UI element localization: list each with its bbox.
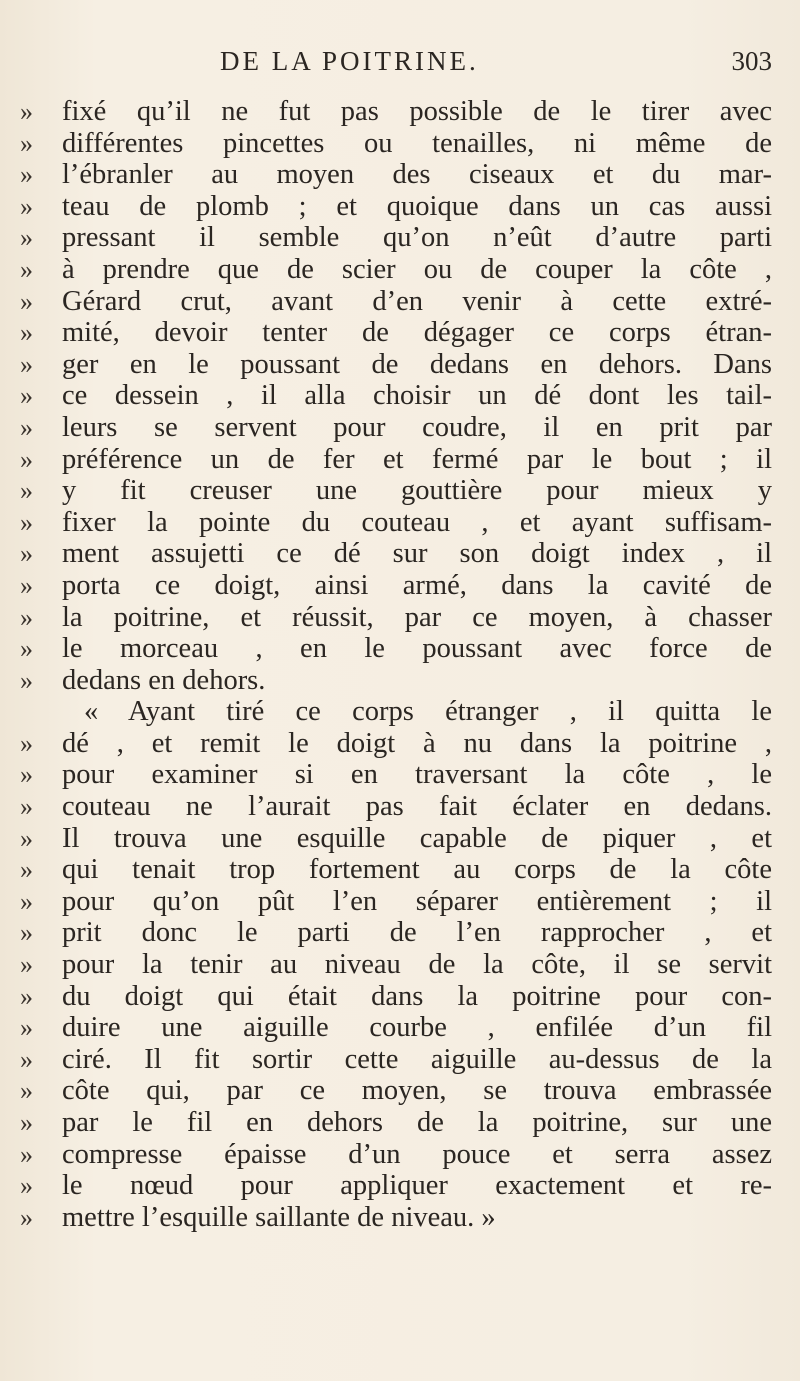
quote-marker: »	[20, 886, 33, 916]
line-text: ment assujetti ce dé sur son doigt index , il	[62, 538, 772, 570]
text-line	[0, 475, 800, 507]
quote-marker: »	[20, 223, 33, 253]
quote-marker: »	[20, 1139, 33, 1169]
quote-marker: »	[20, 128, 33, 158]
quote-marker: »	[20, 1044, 33, 1074]
quote-marker: »	[20, 1202, 33, 1232]
quote-marker: »	[20, 539, 33, 569]
line-text: ger en le poussant de dedans en dehors. Dans	[62, 348, 772, 380]
quote-marker: »	[20, 1076, 33, 1106]
text-line	[0, 886, 800, 918]
line-text: couteau ne l’aurait pas fait éclater en dedans.	[62, 791, 772, 823]
quote-marker: »	[20, 476, 33, 506]
quote-marker: »	[20, 570, 33, 600]
line-text: pour qu’on pût l’en séparer entièrement ; il	[62, 885, 772, 917]
line-text: ce dessein , il alla choisir un dé dont les tail-	[62, 380, 772, 412]
text-line	[0, 286, 800, 318]
text-line	[0, 696, 800, 728]
text-line	[0, 538, 800, 570]
quote-marker: »	[20, 1171, 33, 1201]
line-text: pressant il semble qu’on n’eût d’autre parti	[62, 222, 772, 254]
text-line	[0, 317, 800, 349]
quote-marker: »	[20, 191, 33, 221]
text-line	[0, 949, 800, 981]
line-text: préférence un de fer et fermé par le bout ; il	[62, 443, 772, 475]
text-line	[0, 380, 800, 412]
quote-marker: »	[20, 286, 33, 316]
line-text: l’ébranler au moyen des ciseaux et du mar-	[62, 159, 772, 191]
line-text: mité, devoir tenter de dégager ce corps étran-	[62, 317, 772, 349]
quote-marker: »	[20, 507, 33, 537]
text-line	[0, 854, 800, 886]
quote-marker: »	[20, 760, 33, 790]
line-text: la poitrine, et réussit, par ce moyen, à chasser	[62, 601, 772, 633]
line-text: Il trouva une esquille capable de piquer , et	[62, 822, 772, 854]
line-text: mettre l’esquille saillante de niveau. »	[62, 1201, 496, 1233]
line-text: qui tenait trop fortement au corps de la côte	[62, 854, 772, 886]
quote-marker: »	[20, 349, 33, 379]
text-line	[0, 633, 800, 665]
line-text: pour examiner si en traversant la côte , le	[62, 759, 772, 791]
quote-marker: »	[20, 602, 33, 632]
line-text: dedans en dehors.	[62, 664, 266, 696]
text-line	[0, 1044, 800, 1076]
line-text: par le fil en dehors de la poitrine, sur une	[62, 1107, 772, 1138]
quote-marker: »	[20, 97, 33, 126]
text-line	[0, 1075, 800, 1107]
text-line	[0, 191, 800, 223]
quote-marker: »	[20, 1013, 33, 1043]
quote-marker: »	[20, 728, 33, 758]
line-text: duire une aiguille courbe , enfilée d’un fil	[62, 1012, 772, 1044]
text-line	[0, 159, 800, 191]
quote-marker: »	[20, 444, 33, 474]
text-line	[0, 222, 800, 254]
line-text: compresse épaisse d’un pouce et serra assez	[62, 1138, 772, 1170]
line-text: porta ce doigt, ainsi armé, dans la cavité de	[62, 569, 772, 601]
quote-marker: »	[20, 665, 33, 695]
quote-marker: »	[20, 918, 33, 948]
text-line	[0, 728, 800, 760]
running-title: DE LA POITRINE.	[220, 46, 479, 76]
text-line	[0, 1170, 800, 1202]
body-text	[0, 96, 800, 1233]
text-line	[0, 1202, 800, 1234]
line-text: leurs se servent pour coudre, il en prit par	[62, 411, 772, 443]
text-line	[0, 823, 800, 855]
text-line	[0, 444, 800, 476]
quote-marker: »	[20, 381, 33, 411]
text-line	[0, 1012, 800, 1044]
text-line	[0, 759, 800, 791]
quote-marker: »	[20, 1108, 33, 1137]
quote-marker: »	[20, 823, 33, 853]
text-line	[0, 1107, 800, 1139]
page-number: 303	[731, 46, 772, 76]
text-line	[0, 791, 800, 823]
text-line	[0, 507, 800, 539]
line-text: côte qui, par ce moyen, se trouva embrassée	[62, 1075, 772, 1107]
quote-marker: »	[20, 254, 33, 284]
line-text: le nœud pour appliquer exactement et re-	[62, 1170, 772, 1202]
quote-marker: »	[20, 792, 33, 822]
text-line	[0, 570, 800, 602]
quote-marker: »	[20, 634, 33, 664]
line-text: à prendre que de scier ou de couper la côte ,	[62, 253, 772, 285]
text-line	[0, 665, 800, 697]
line-text: fixer la pointe du couteau , et ayant suffisam-	[62, 506, 772, 538]
quote-marker: »	[20, 981, 33, 1011]
line-text: ciré. Il fit sortir cette aiguille au-dessus de la	[62, 1043, 772, 1075]
line-text: dé , et remit le doigt à nu dans la poitrine ,	[62, 727, 772, 759]
line-text: Gérard crut, avant d’en venir à cette extré-	[62, 285, 772, 317]
line-text: du doigt qui était dans la poitrine pour con-	[62, 980, 772, 1012]
line-text: le morceau , en le poussant avec force de	[62, 633, 772, 665]
quote-marker: »	[20, 412, 33, 442]
line-text: pour la tenir au niveau de la côte, il se servit	[62, 949, 772, 981]
text-line	[0, 602, 800, 634]
text-line	[0, 412, 800, 444]
text-line	[0, 1139, 800, 1171]
line-text: « Ayant tiré ce corps étranger , il quitta le	[84, 696, 772, 728]
text-line	[0, 254, 800, 286]
line-text: y fit creuser une gouttière pour mieux y	[62, 475, 772, 507]
page-header	[0, 46, 800, 86]
text-line	[0, 981, 800, 1013]
text-line	[0, 917, 800, 949]
line-text: différentes pincettes ou tenailles, ni même de	[62, 127, 772, 159]
line-text: teau de plomb ; et quoique dans un cas aussi	[62, 190, 772, 222]
text-line	[0, 128, 800, 160]
quote-marker: »	[20, 318, 33, 348]
text-line	[0, 96, 800, 128]
line-text: fixé qu’il ne fut pas possible de le tirer avec	[62, 96, 772, 127]
text-line	[0, 349, 800, 381]
quote-marker: »	[20, 855, 33, 885]
line-text: prit donc le parti de l’en rapprocher , et	[62, 917, 772, 949]
quote-marker: »	[20, 950, 33, 980]
quote-marker: »	[20, 160, 33, 190]
